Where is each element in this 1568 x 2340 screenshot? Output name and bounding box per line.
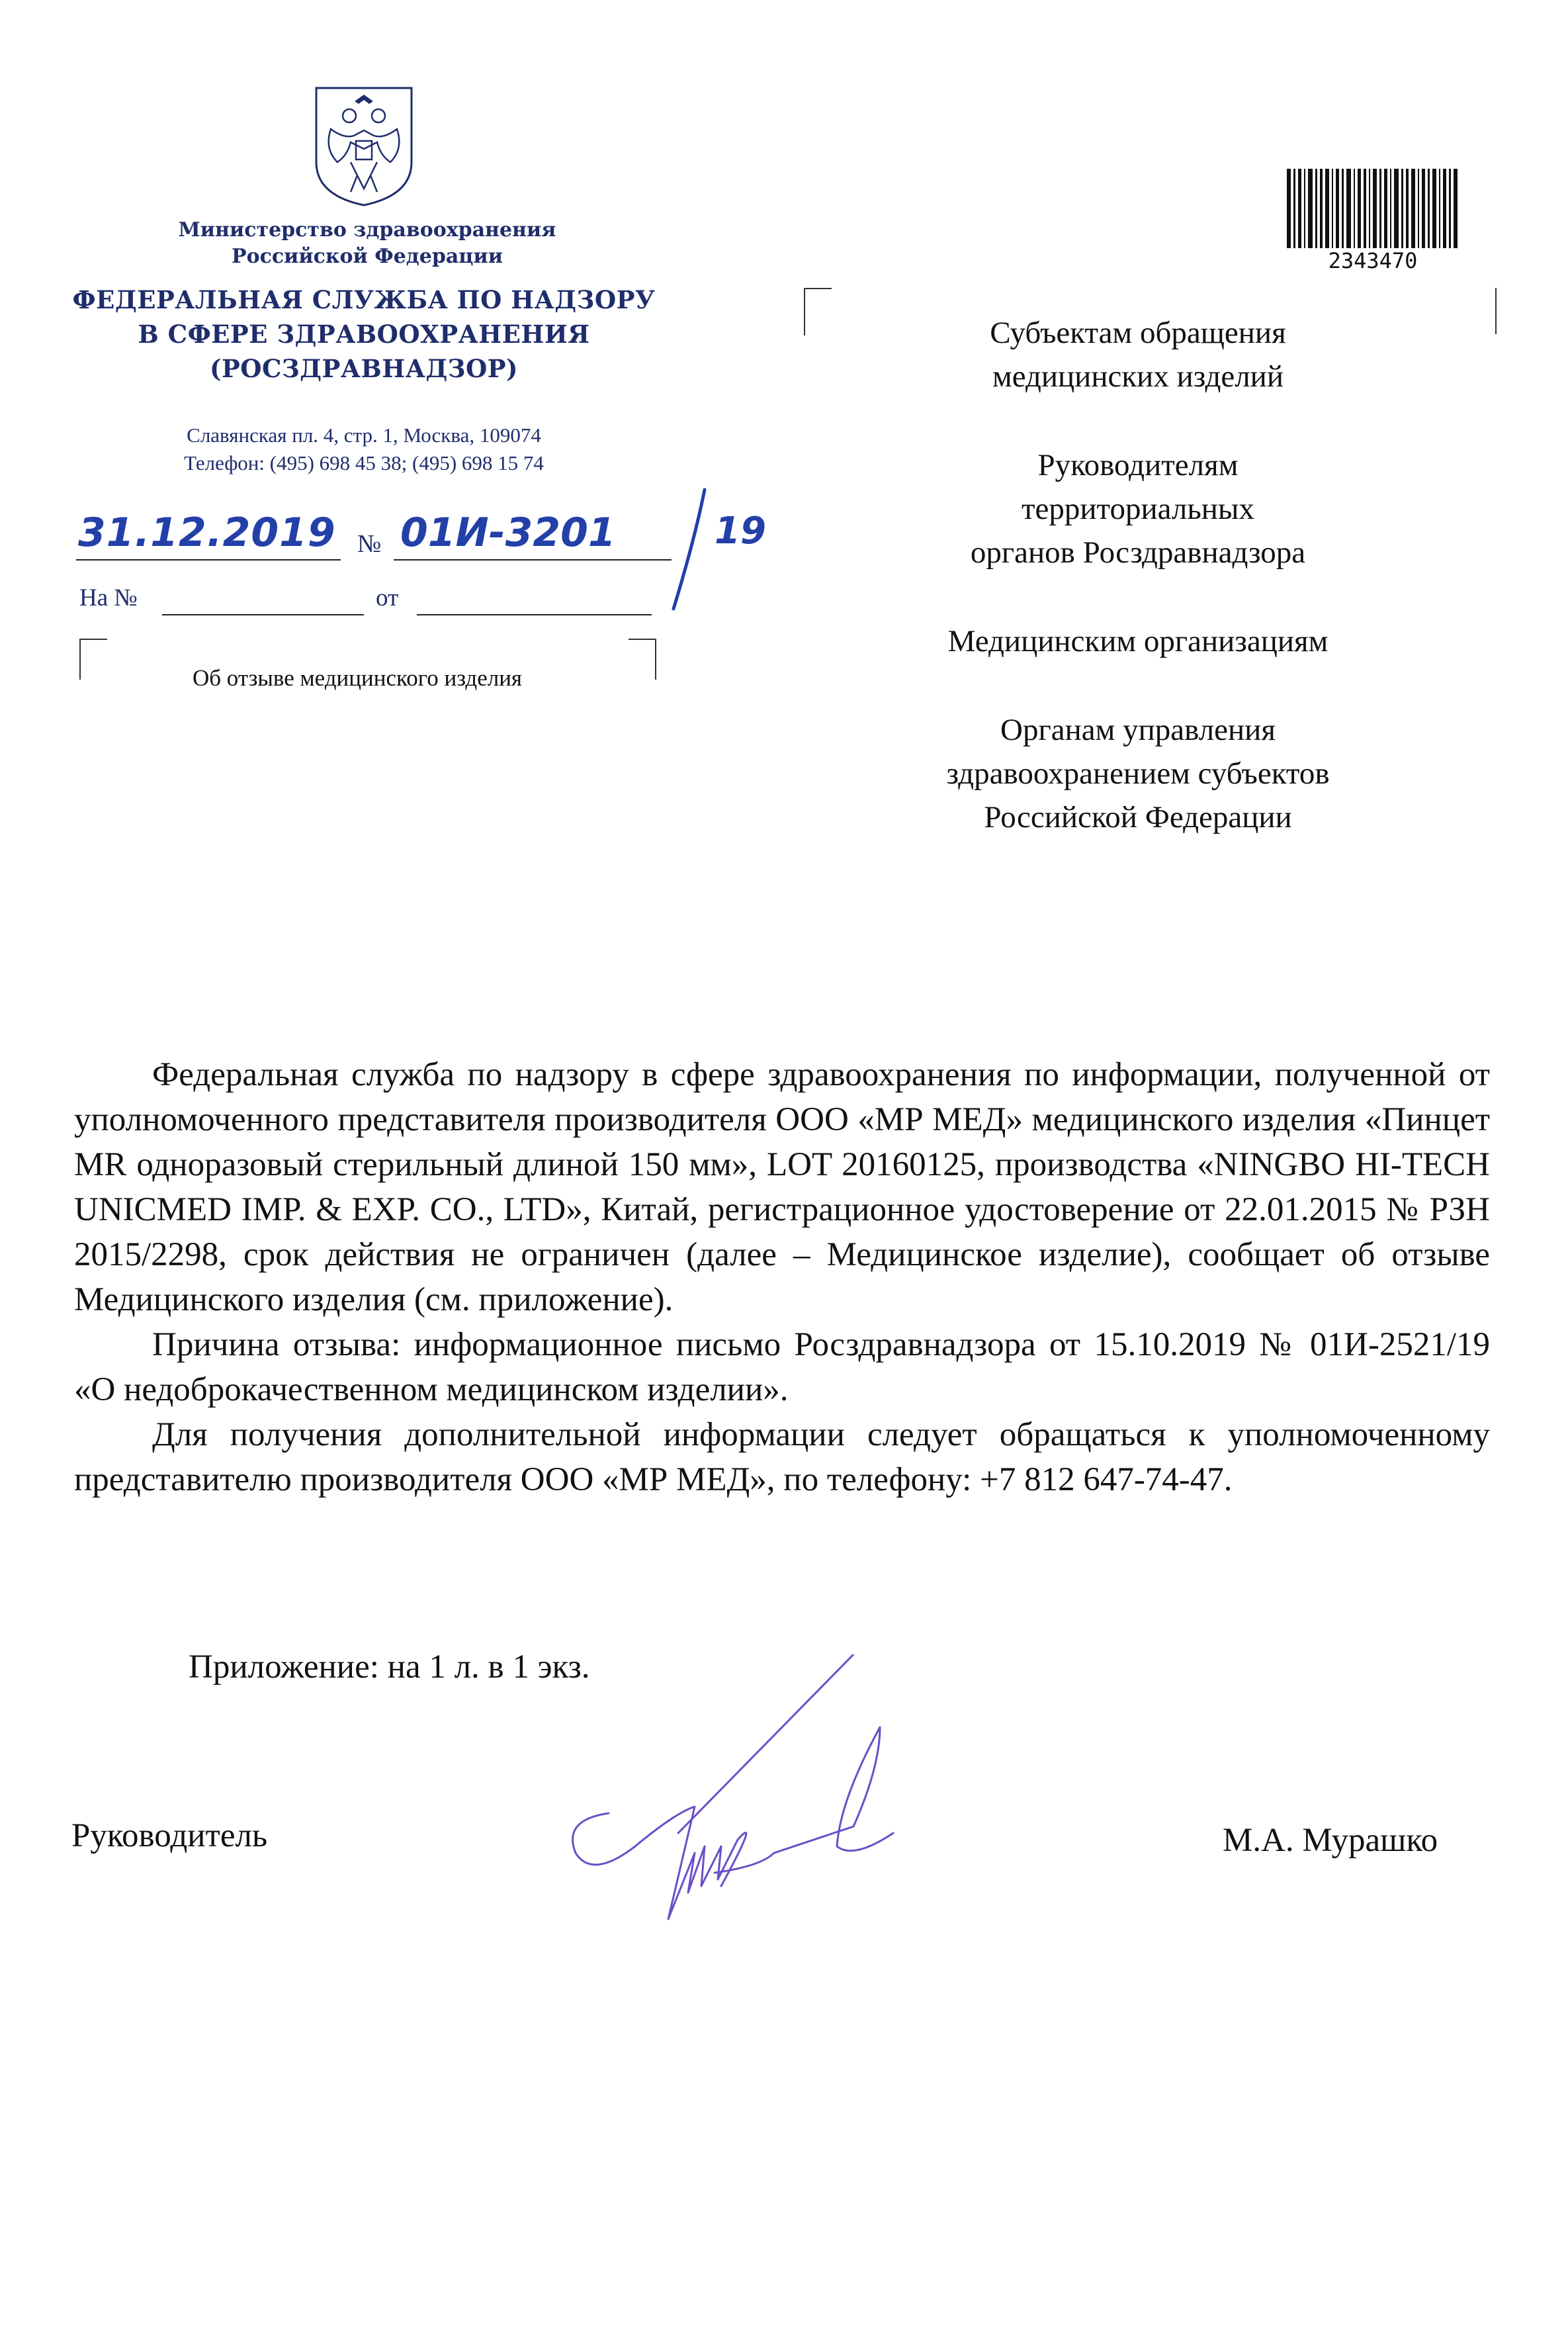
recipient-line: Органам управления [1000,713,1276,747]
recipient [840,619,1436,663]
service-line-1: ФЕДЕРАЛЬНАЯ СЛУЖБА ПО НАДЗОРУ [72,285,656,314]
recipient-line: медицинских изделий [992,359,1284,394]
recipient [840,311,1436,398]
service-name [66,283,662,386]
ministry-name [106,217,629,270]
recipients-corner-left [804,288,832,336]
recipient-line: Субъектам обращения [990,316,1286,350]
barcode [1287,169,1485,251]
recipient-line: Российской Федерации [984,800,1292,834]
registration-number: 01И-3201 [400,510,616,556]
date-underline [76,559,341,561]
recipient [840,708,1436,839]
body-paragraph-2: Причина отзыва: информационное письмо Росздравнадзора от 15.10.2019 № 01И-2521/19 «О недоброкачественном медицинском изделии». [74,1326,1490,1408]
subject-corner-right [629,639,656,680]
recipient [840,443,1436,574]
recipient-line: органов Росздравнадзора [970,535,1306,570]
service-line-2: В СФЕРЕ ЗДРАВООХРАНЕНИЯ [138,320,590,349]
service-line-3: (РОСЗДРАВНАДЗОР) [209,354,519,383]
handwritten-signature [562,1654,1025,1952]
reference-number-line [162,614,364,615]
barcode-number: 2343470 [1328,248,1418,273]
body-paragraph-1: Федеральная служба по надзору в сфере здравоохранения по информации, полученной от уполномоченного представителя производителя ООО «МР МЕД» медицинского изделия «Пинцет MR одноразовый стерильный длиной 150 мм», LOT 20160125, производства «NINGBO HI-TECH UNICMED IMP. & EXP. CO., LTD», Китай, регистрационное удостоверение от 22.01.2015 № РЗН 2015/2298, срок действия не ограничен (далее – Медицинское изделие), сообщает об отзыве Медицинского изделия (см. приложение). [74,1056,1490,1318]
body-paragraph-3: Для получения дополнительной информации следует обращаться к уполномоченному представителю производителя ООО «МР МЕД», по телефону: +7 812 647-74-47. [74,1416,1490,1498]
registration-date: 31.12.2019 [78,510,336,556]
recipients-corner-right [1469,288,1497,334]
phone-text: Телефон: (495) 698 45 38; (495) 698 15 74 [184,451,544,474]
recipient-line: Медицинским организациям [947,624,1328,658]
address-block [79,422,648,477]
subject-corner-left [79,639,107,680]
signer-position: Руководитель [71,1817,268,1854]
letter-body [74,1052,1490,1502]
signer-name: М.А. Мурашко [1223,1822,1438,1859]
number-underline [394,559,672,561]
recipient-line: территориальных [1021,492,1255,526]
coat-of-arms-icon [311,83,417,208]
number-slash [668,486,708,612]
number-sign: № [357,530,382,558]
recipient-line: Руководителям [1037,448,1239,482]
reference-date-line [417,614,652,615]
recipients-block [840,311,1436,884]
reference-from-label: от [376,584,399,611]
reference-label: На № [79,584,138,611]
recipient-line: здравоохранением субъектов [946,756,1330,791]
letter-subject: Об отзыве медицинского изделия [192,665,523,691]
ministry-line-2: Российской Федерации [232,245,503,268]
ministry-line-1: Министерство здравоохранения [178,218,556,242]
address-text: Славянская пл. 4, стр. 1, Москва, 109074 [187,424,541,447]
attachment-note: Приложение: на 1 л. в 1 экз. [189,1648,590,1686]
registration-year: 19 [715,510,766,553]
